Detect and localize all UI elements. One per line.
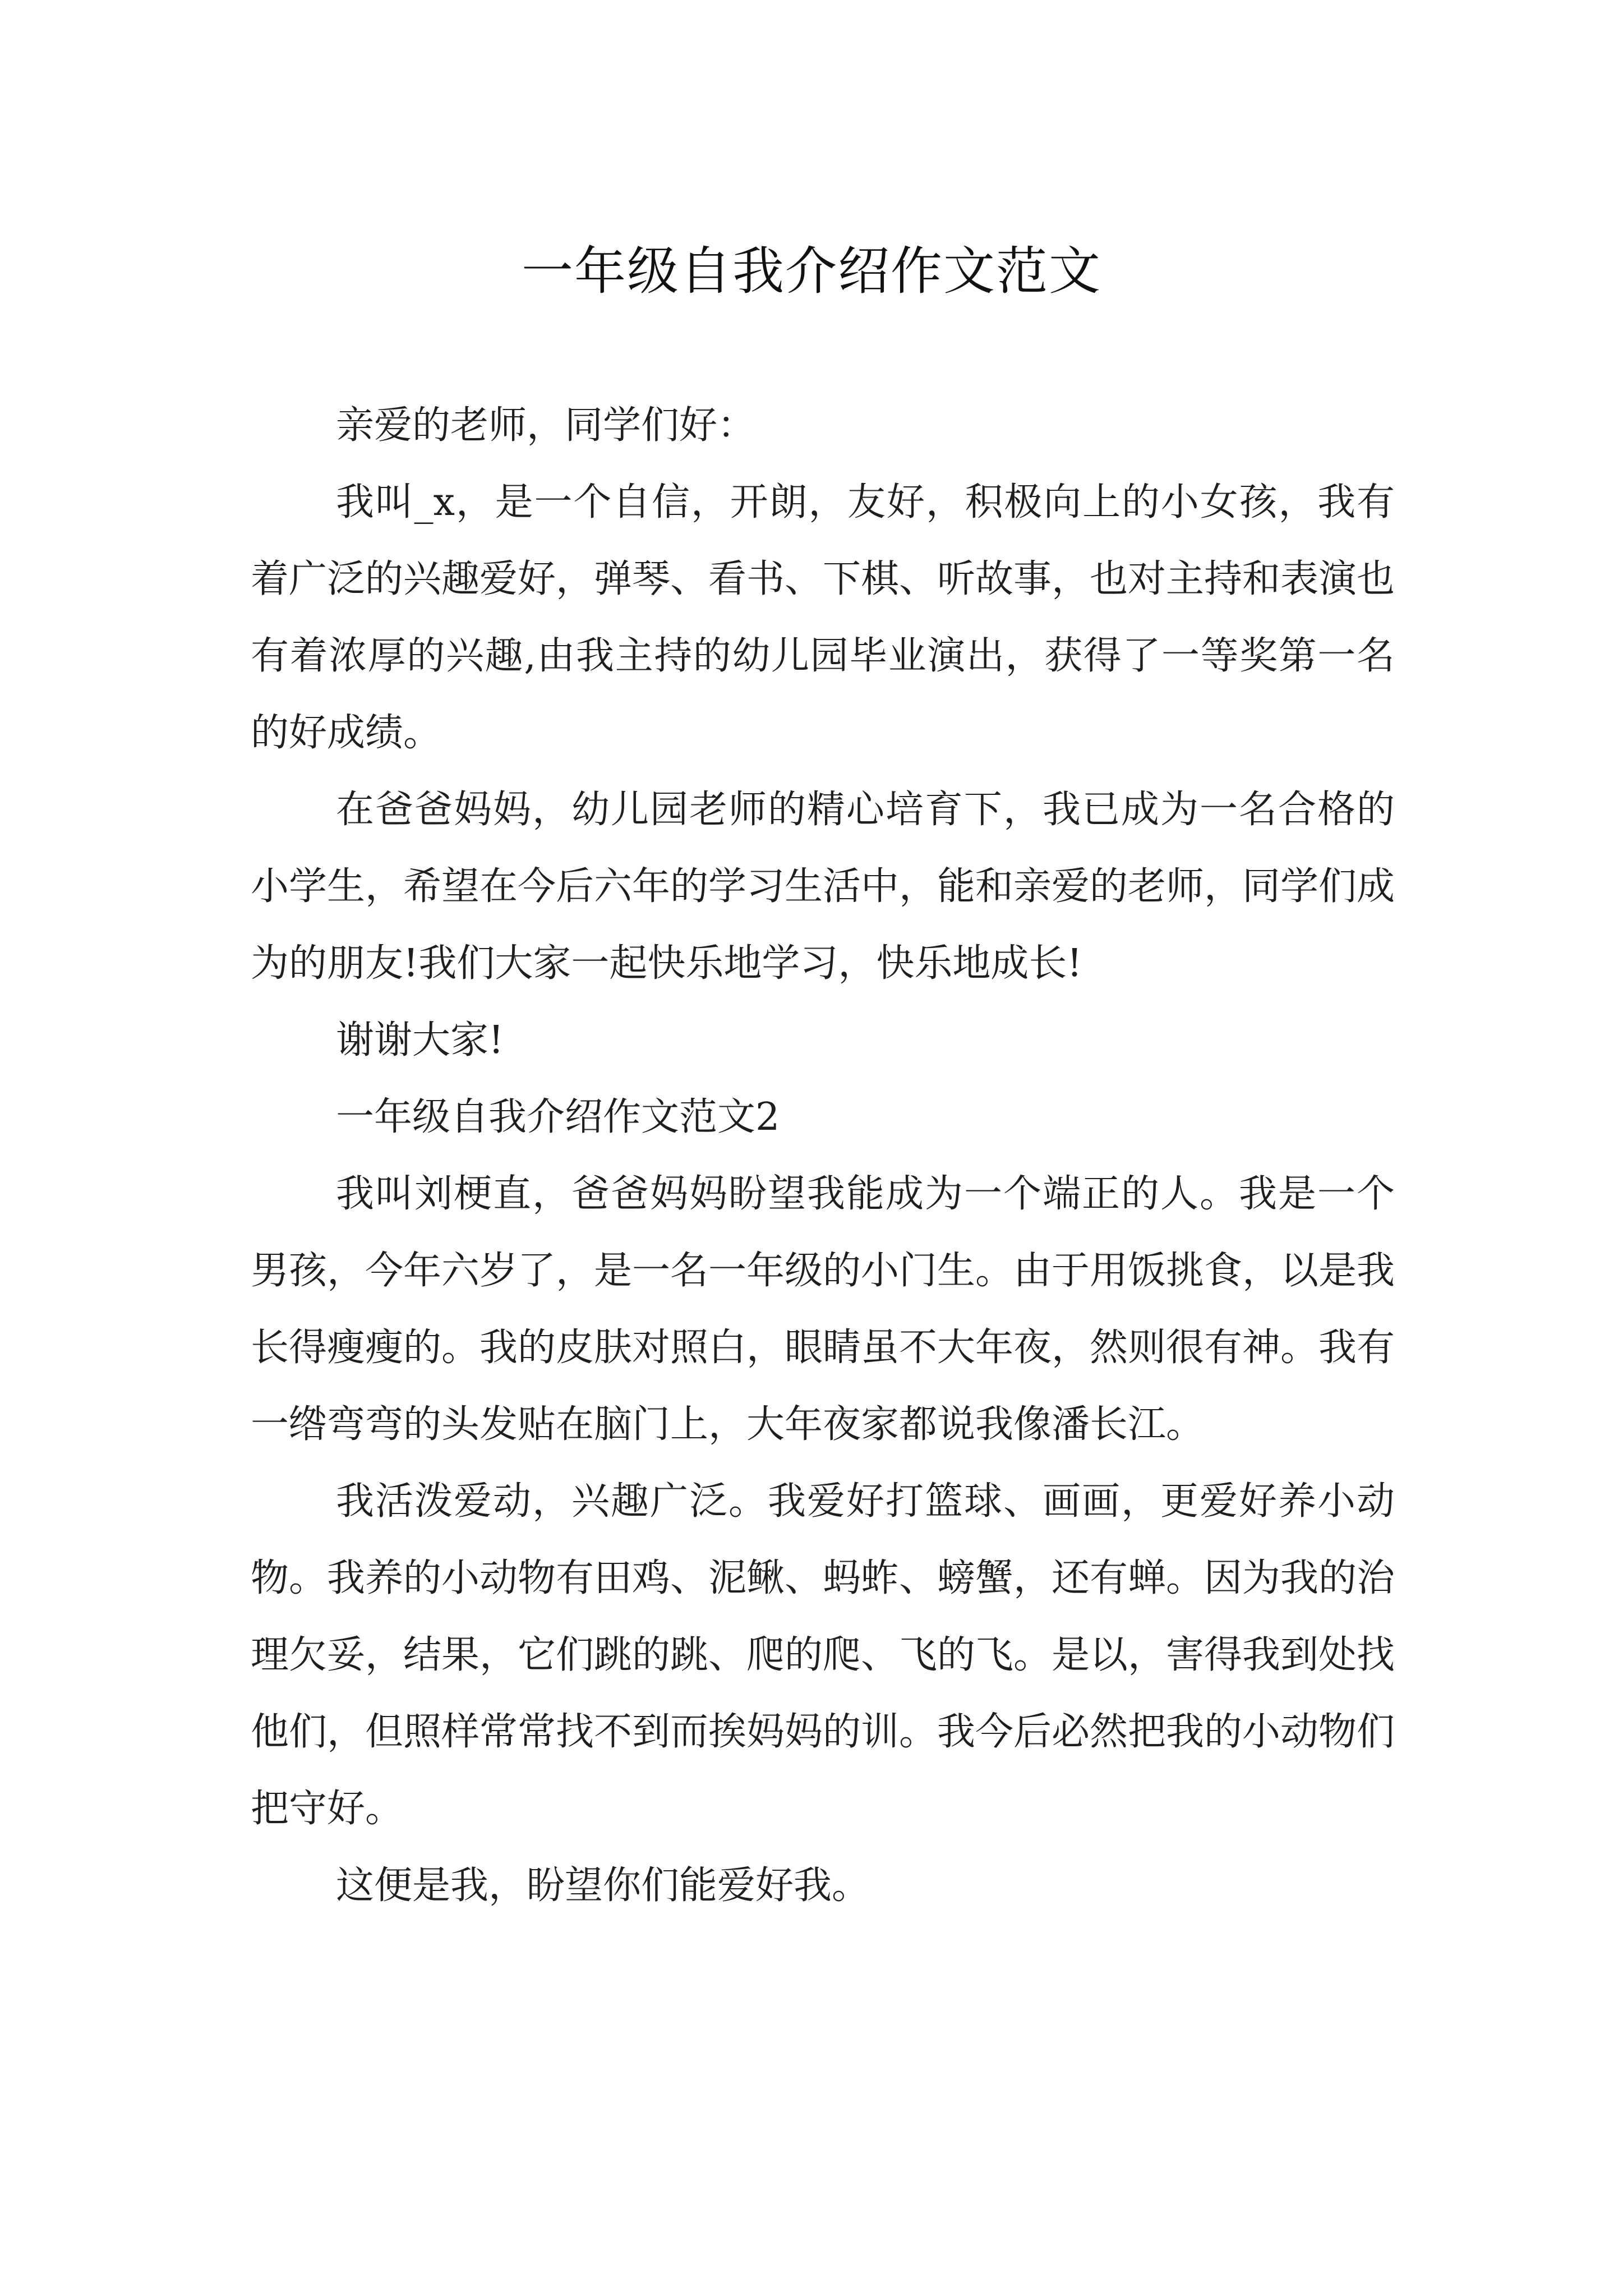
- paragraph-hobbies: 我活泼爱动，兴趣广泛。我爱好打篮球、画画，更爱好养小动物。我养的小动物有田鸡、泥鳅、蚂蚱、螃蟹，还有蝉。因为我的治理欠妥，结果，它们跳的跳、爬的爬、飞的飞。是以，害得我到处找他们，但照样常常找不到而挨妈妈的训。我今后必然把我的小动物们把守好。: [251, 1479, 1395, 1831]
- paragraph-hope: 在爸爸妈妈，幼儿园老师的精心培育下，我已成为一名合格的小学生，希望在今后六年的学习生活中，能和亲爱的老师，同学们成为的朋友!我们大家一起快乐地学习，快乐地成长!: [251, 788, 1395, 986]
- paragraph-thanks: 谢谢大家!: [336, 1018, 504, 1062]
- document-title: 一年级自我介绍作文范文: [521, 241, 1101, 301]
- paragraph-greeting: 亲爱的老师，同学们好：: [336, 403, 756, 448]
- document-body: [251, 387, 1395, 1924]
- paragraph-self-description: 我叫刘梗直，爸爸妈妈盼望我能成为一个端正的人。我是一个男孩，今年六岁了，是一名一年级的小门生。由于用饭挑食，以是我长得瘦瘦的。我的皮肤对照白，眼睛虽不大年夜，然则很有神。我有一绺弯弯的头发贴在脑门上，大年夜家都说我像潘长江。: [251, 1172, 1395, 1447]
- paragraph-intro: 我叫_x，是一个自信，开朗，友好，积极向上的小女孩，我有着广泛的兴趣爱好，弹琴、看书、下棋、听故事，也对主持和表演也有着浓厚的兴趣,由我主持的幼儿园毕业演出，获得了一等奖第一名的好成绩。: [251, 480, 1395, 755]
- paragraph-closing: 这便是我，盼望你们能爱好我。: [336, 1864, 870, 1908]
- section-heading-2: 一年级自我介绍作文范文2: [336, 1095, 780, 1139]
